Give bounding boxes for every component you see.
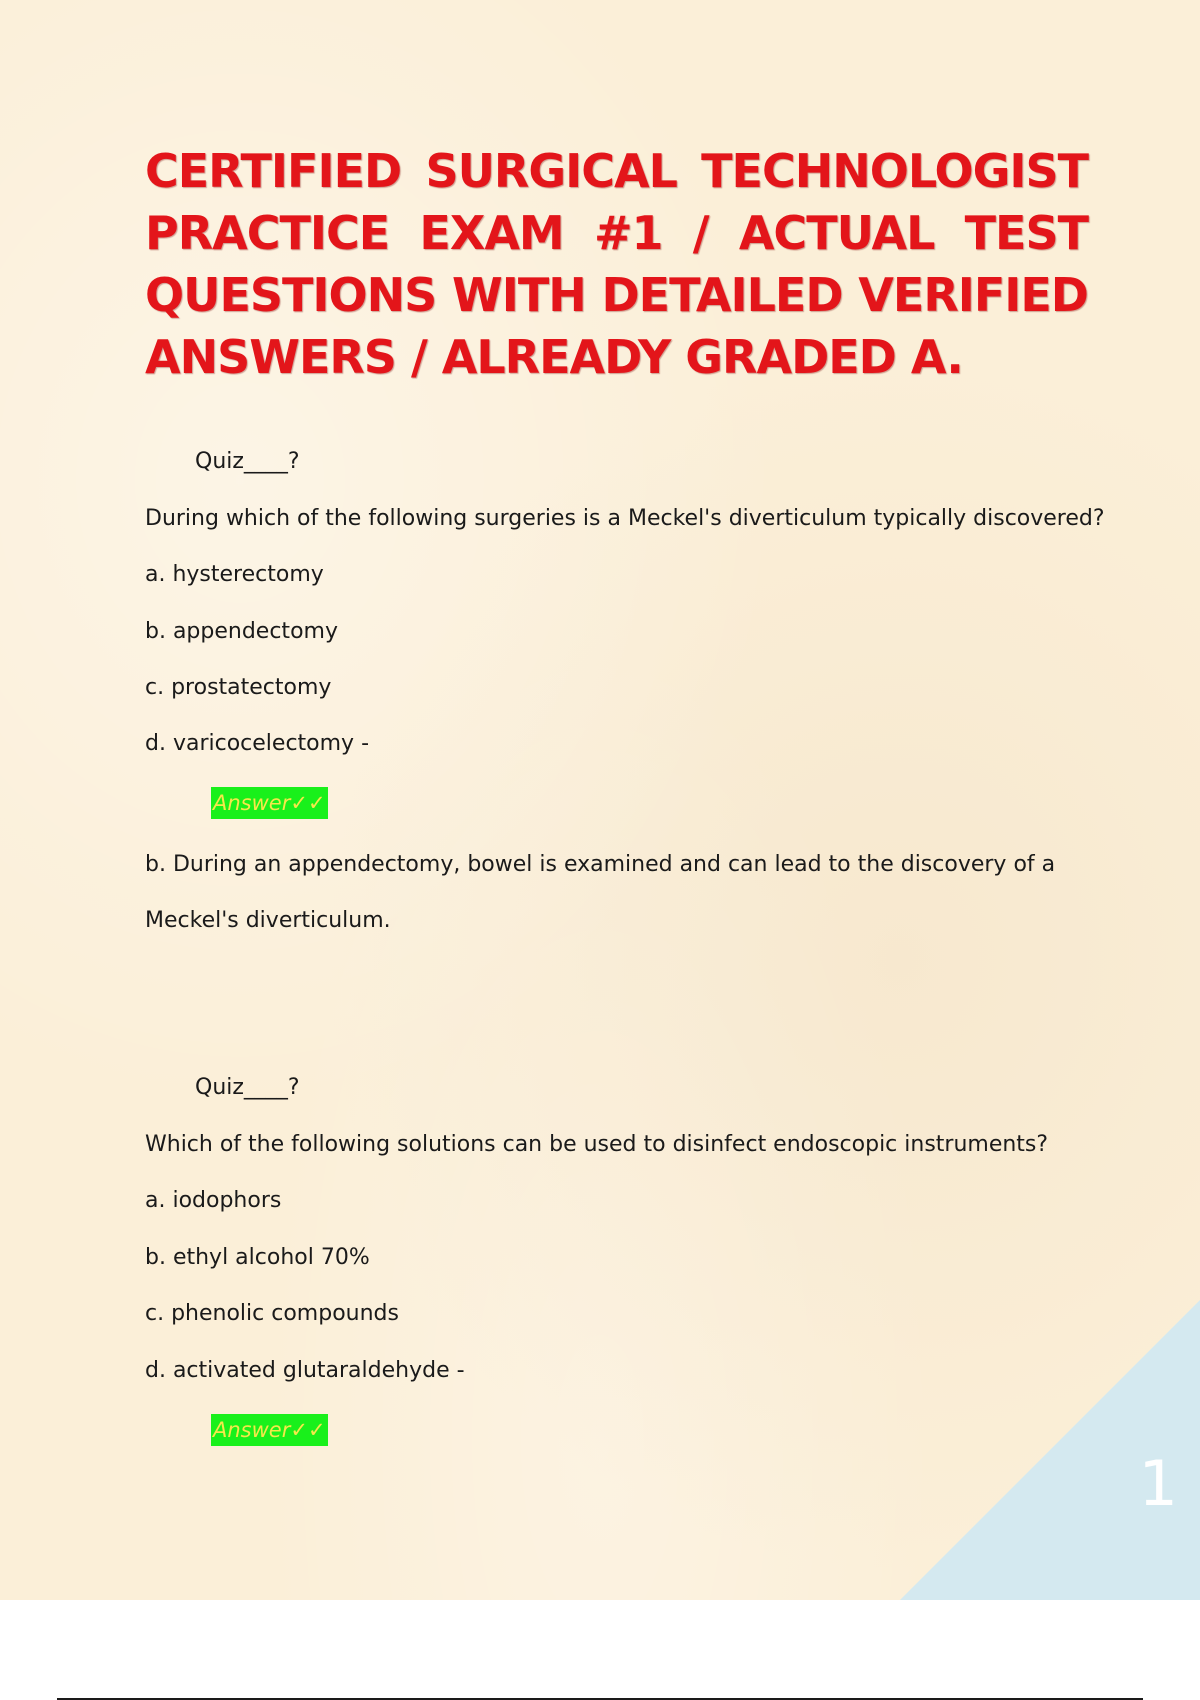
answer-option-c: c. phenolic compounds [145, 1301, 399, 1326]
page-number: 1 [1138, 1447, 1178, 1520]
document-title: CERTIFIED SURGICAL TECHNOLOGIST PRACTICE EXAM #1 / ACTUAL TEST QUESTIONS WITH DETAILED VERIFIED ANSWERS / ALREADY GRADED A. [145, 144, 1088, 384]
answer-badge: Answer✓✓ [211, 787, 328, 819]
answer-option-b: b. appendectomy [145, 619, 338, 644]
question-prompt: During which of the following surgeries is a Meckel's diverticulum typically discovered? [145, 506, 1105, 531]
answer-option-d: d. varicocelectomy - [145, 731, 370, 756]
answer-option-b: b. ethyl alcohol 70% [145, 1245, 370, 1270]
quiz-label: Quiz____? [195, 449, 300, 474]
answer-option-a: a. iodophors [145, 1188, 282, 1213]
answer-option-d: d. activated glutaraldehyde - [145, 1358, 465, 1383]
quiz-label: Quiz____? [195, 1075, 300, 1100]
answer-option-a: a. hysterectomy [145, 562, 324, 587]
answer-badge: Answer✓✓ [211, 1414, 328, 1446]
answer-explanation-line: Meckel's diverticulum. [145, 908, 391, 933]
answer-explanation-line: b. During an appendectomy, bowel is examined and can lead to the discovery of a [145, 852, 1056, 877]
answer-option-c: c. prostatectomy [145, 675, 332, 700]
question-prompt: Which of the following solutions can be used to disinfect endoscopic instruments? [145, 1132, 1049, 1157]
